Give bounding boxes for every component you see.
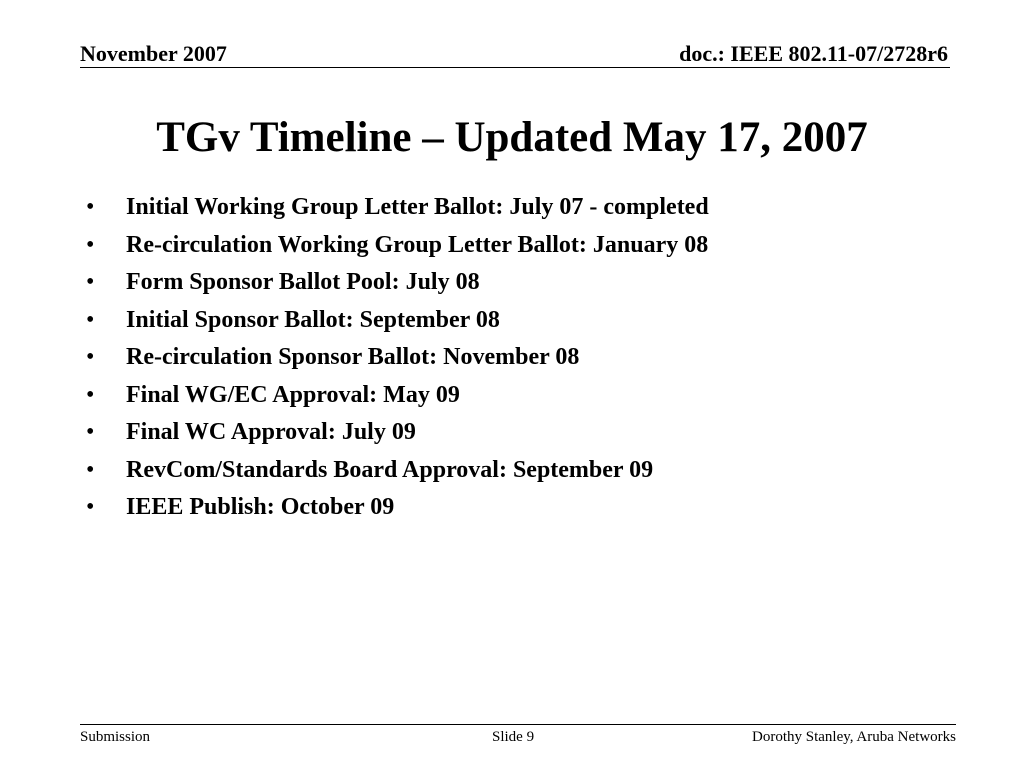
footer-submission-label: Submission [80,729,151,745]
bullet-text: Form Sponsor Ballot Pool: July 08 [126,269,480,295]
bullet-text: Re-circulation Working Group Letter Ballot: January 08 [126,231,709,258]
bullet-text: RevCom/Standards Board Approval: September 09 [126,456,654,483]
bullet-icon: • [86,419,95,445]
bullet-icon: • [86,231,95,258]
header-divider [80,67,950,68]
bullet-text: Re-circulation Sponsor Ballot: November 08 [126,344,580,370]
slide-title: TGv Timeline – Updated May 17, 2007 [156,114,868,161]
bullet-icon: • [86,456,95,483]
footer-author: Dorothy Stanley, Aruba Networks [752,729,956,745]
bullet-icon: • [86,194,95,220]
bullet-icon: • [86,306,95,333]
header-doc-id: doc.: IEEE 802.11-07/2728r6 [679,41,948,66]
bullet-icon: • [86,494,95,520]
bullet-text: Final WG/EC Approval: May 09 [126,381,460,408]
bullet-icon: • [86,344,95,370]
footer-divider [80,724,956,725]
bullet-text: IEEE Publish: October 09 [126,494,395,520]
bullet-icon: • [86,269,95,295]
bullet-icon: • [86,381,95,408]
bullet-text: Initial Working Group Letter Ballot: July 07 - completed [126,194,709,220]
header-date: November 2007 [80,41,227,66]
footer-slide-number: Slide 9 [492,729,535,745]
bullet-text: Initial Sponsor Ballot: September 08 [126,306,500,333]
bullet-text: Final WC Approval: July 09 [126,419,416,445]
